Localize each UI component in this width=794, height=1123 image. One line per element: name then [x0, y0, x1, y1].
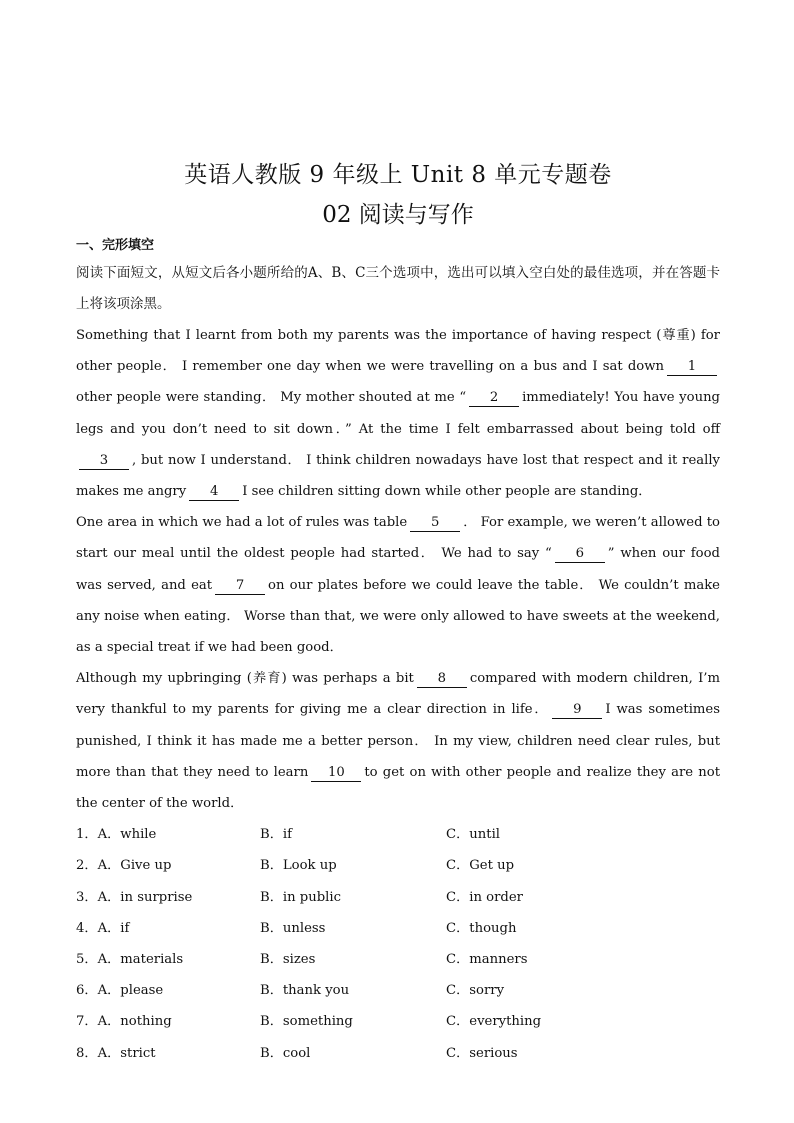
- option-b: B．in public: [260, 889, 341, 905]
- option-a: 7．A．nothing: [76, 1014, 172, 1030]
- option-b: B．if: [260, 827, 292, 843]
- passage-text: to get on with other people and realize they are not the center of the world．: [76, 764, 720, 812]
- blank-4: 4: [189, 484, 239, 501]
- option-a: 8．A．strict: [76, 1045, 156, 1061]
- page-subtitle: 02 阅读与写作: [322, 202, 474, 228]
- blank-6: 6: [555, 546, 605, 563]
- section-instruction: 阅读下面短文，从短文后各小题所给的A、B、C三个选项中，选出可以填入空白处的最佳选项，并在答题卡上将该项涂黑。: [76, 265, 720, 312]
- option-a: 1．A．while: [76, 827, 157, 843]
- passage-text: immediately! You have young legs and you don’t need to sit down．” At the time I felt embarrassed about being told off: [76, 390, 720, 437]
- blank-10: 10: [311, 765, 361, 782]
- passage-text: Although my upbringing (养育) was perhaps a bit: [76, 671, 414, 687]
- blank-3: 3: [79, 453, 129, 470]
- passage-text: , but now I understand． I think children nowadays have lost that respect and it really makes me angry: [76, 452, 720, 500]
- option-c: C．sorry: [446, 983, 505, 999]
- page-title: 英语人教版 9 年级上 Unit 8 单元专题卷: [184, 162, 612, 188]
- option-a: 6．A．please: [76, 983, 164, 999]
- option-c: C．Get up: [446, 858, 515, 874]
- option-b: B．sizes: [260, 952, 316, 967]
- option-c: C．everything: [446, 1014, 542, 1030]
- option-row: [76, 882, 720, 913]
- passage-text: ” when our food was served, and eat: [76, 546, 720, 593]
- passage-text: ． For example, we weren’t allowed to start our meal until the oldest people had started． We had to say “: [76, 515, 720, 562]
- passage-paragraph-1: [76, 320, 720, 507]
- blank-5: 5: [410, 515, 460, 532]
- blank-1: 1: [667, 359, 717, 376]
- passage-text: One area in which we had a lot of rules was table: [76, 515, 408, 531]
- passage-text: other people were standing． My mother shouted at me “: [76, 390, 467, 406]
- passage-text: Something that I learnt from both my parents was the importance of having respect (尊重) for other people． I remember one day when we were travelling on a bus and I sat down: [76, 328, 720, 375]
- option-c: C．until: [446, 827, 500, 843]
- passage-paragraph-2: [76, 507, 720, 663]
- option-c: C．serious: [446, 1045, 518, 1061]
- option-b: B．something: [260, 1014, 353, 1030]
- option-b: B．unless: [260, 920, 326, 936]
- answer-options: [76, 819, 720, 1069]
- document-page: [76, 158, 720, 1069]
- cloze-passage: [76, 320, 720, 819]
- option-b: B．thank you: [260, 983, 350, 999]
- passage-text: on our plates before we could leave the table． We couldn’t make any noise when eating． Worse than that, we were only allowed to have sweets at the weekend, as a special treat if we had been good．: [76, 577, 720, 656]
- section-heading: 一、完形填空: [76, 238, 155, 253]
- option-row: [76, 850, 720, 881]
- option-a: 4．A．if: [76, 920, 130, 936]
- passage-text: compared with modern children, I’m very thankful to my parents for giving me a clear direction in life．: [76, 671, 720, 718]
- option-a: 3．A．in surprise: [76, 889, 193, 905]
- option-row: [76, 1006, 720, 1037]
- option-a: 5．A．materials: [76, 952, 184, 967]
- option-b: B．cool: [260, 1045, 311, 1061]
- blank-7: 7: [215, 578, 265, 595]
- option-row: [76, 1038, 720, 1069]
- option-row: [76, 975, 720, 1006]
- option-b: B．Look up: [260, 858, 337, 874]
- blank-9: 9: [552, 702, 602, 719]
- passage-text: I see children sitting down while other people are standing．: [242, 484, 652, 500]
- option-row: [76, 913, 720, 944]
- option-c: C．in order: [446, 889, 523, 905]
- blank-2: 2: [469, 390, 519, 407]
- option-row: [76, 944, 720, 975]
- option-row: [76, 819, 720, 850]
- option-c: C．manners: [446, 952, 528, 967]
- option-c: C．though: [446, 920, 517, 936]
- blank-8: 8: [417, 671, 467, 688]
- option-a: 2．A．Give up: [76, 858, 172, 874]
- passage-paragraph-3: [76, 663, 720, 819]
- passage-text: I was sometimes punished, I think it has made me a better person． In my view, children need clear rules, but more than that they need to learn: [76, 702, 721, 780]
